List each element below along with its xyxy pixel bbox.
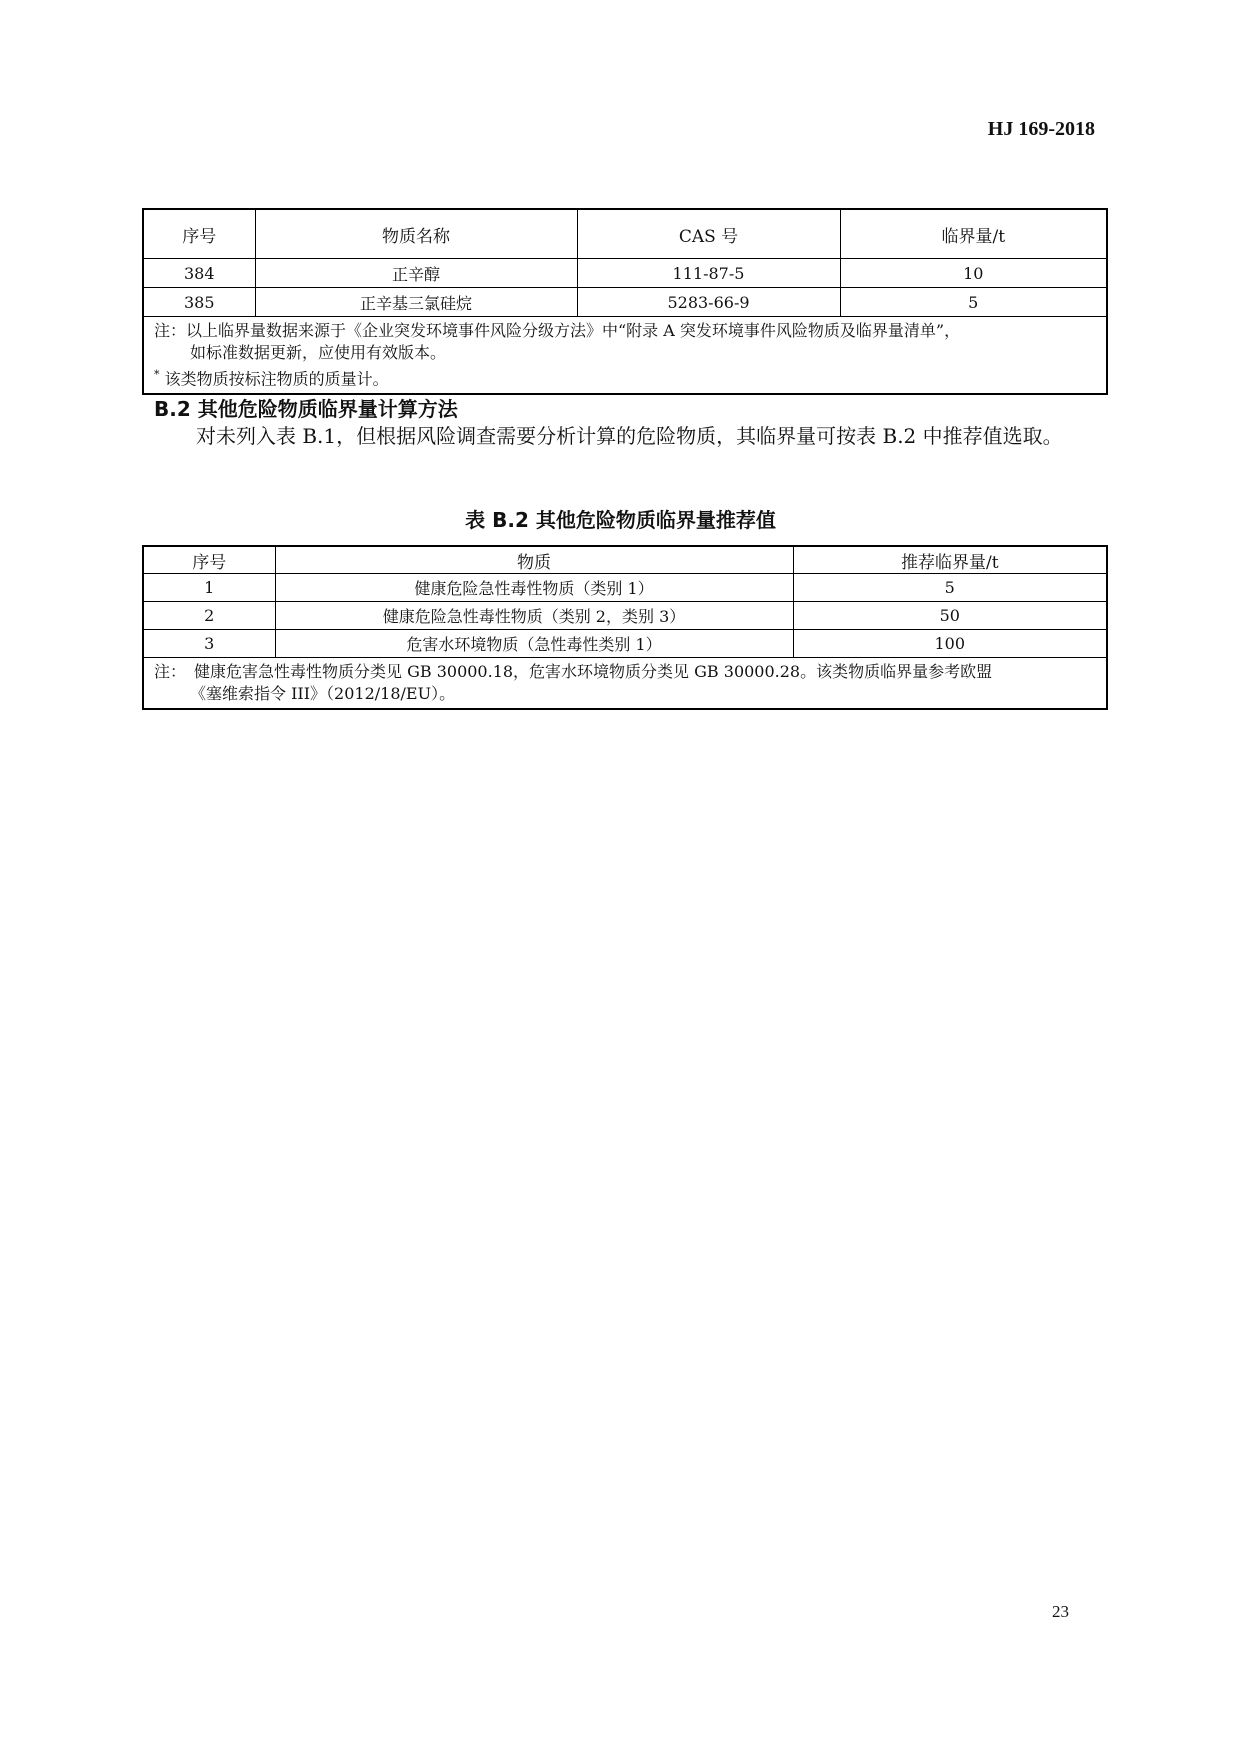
column-header-threshold: 临界量/t <box>840 209 1107 259</box>
cell-threshold: 10 <box>840 259 1107 288</box>
cell-threshold: 5 <box>793 574 1107 602</box>
column-header-cas: CAS 号 <box>577 209 840 259</box>
note-line: 注： 健康危害急性毒性物质分类见 GB 30000.18，危害水环境物质分类见 GB 30000.28。该类物质临界量参考欧盟 <box>154 662 993 681</box>
cell-substance: 健康危险急性毒性物质（类别 1） <box>275 574 793 602</box>
cell-substance: 正辛基三氯硅烷 <box>255 288 577 317</box>
cell-threshold: 5 <box>840 288 1107 317</box>
column-header-recommended-threshold: 推荐临界量/t <box>793 546 1107 574</box>
table-row <box>143 630 1107 658</box>
cell-cas: 111-87-5 <box>577 259 840 288</box>
column-header-index: 序号 <box>143 209 255 259</box>
cell-threshold: 100 <box>793 630 1107 658</box>
table-note <box>143 658 1107 710</box>
note-line <box>154 364 1096 390</box>
document-code: HJ 169-2018 <box>987 118 1095 140</box>
table-note-row <box>143 658 1107 710</box>
column-header-index: 序号 <box>143 546 275 574</box>
table-header-row <box>143 209 1107 259</box>
column-header-substance: 物质 <box>275 546 793 574</box>
section-title: B.2 其他危险物质临界量计算方法 <box>154 397 458 421</box>
column-header-substance-name: 物质名称 <box>255 209 577 259</box>
cell-index: 1 <box>143 574 275 602</box>
table-row <box>143 259 1107 288</box>
cell-substance: 危害水环境物质（急性毒性类别 1） <box>275 630 793 658</box>
note-line: 注：以上临界量数据来源于《企业突发环境事件风险分级方法》中“附录 A 突发环境事件风险物质及临界量清单”， <box>154 321 961 340</box>
table-row <box>143 602 1107 630</box>
table-b2 <box>142 545 1108 710</box>
cell-index: 384 <box>143 259 255 288</box>
cell-index: 3 <box>143 630 275 658</box>
cell-threshold: 50 <box>793 602 1107 630</box>
asterisk-mark: * <box>154 368 160 381</box>
table-caption: 表 B.2 其他危险物质临界量推荐值 <box>465 508 776 532</box>
cell-index: 2 <box>143 602 275 630</box>
page-number: 23 <box>1052 1602 1069 1621</box>
note-line: 如标准数据更新，应使用有效版本。 <box>190 343 447 362</box>
note-line: 《塞维索指令 III》（2012/18/EU）。 <box>190 684 456 703</box>
table-header-row <box>143 546 1107 574</box>
cell-substance: 健康危险急性毒性物质（类别 2，类别 3） <box>275 602 793 630</box>
table-row <box>143 288 1107 317</box>
note-text: 该类物质按标注物质的质量计。 <box>159 369 389 389</box>
cell-index: 385 <box>143 288 255 317</box>
section-paragraph: 对未列入表 B.1，但根据风险调查需要分析计算的危险物质，其临界量可按表 B.2 中推荐值选取。 <box>196 424 1063 448</box>
table-b1-continued <box>142 208 1108 395</box>
table-row <box>143 574 1107 602</box>
cell-substance: 正辛醇 <box>255 259 577 288</box>
table-note <box>143 317 1107 395</box>
table-note-row <box>143 317 1107 395</box>
cell-cas: 5283-66-9 <box>577 288 840 317</box>
